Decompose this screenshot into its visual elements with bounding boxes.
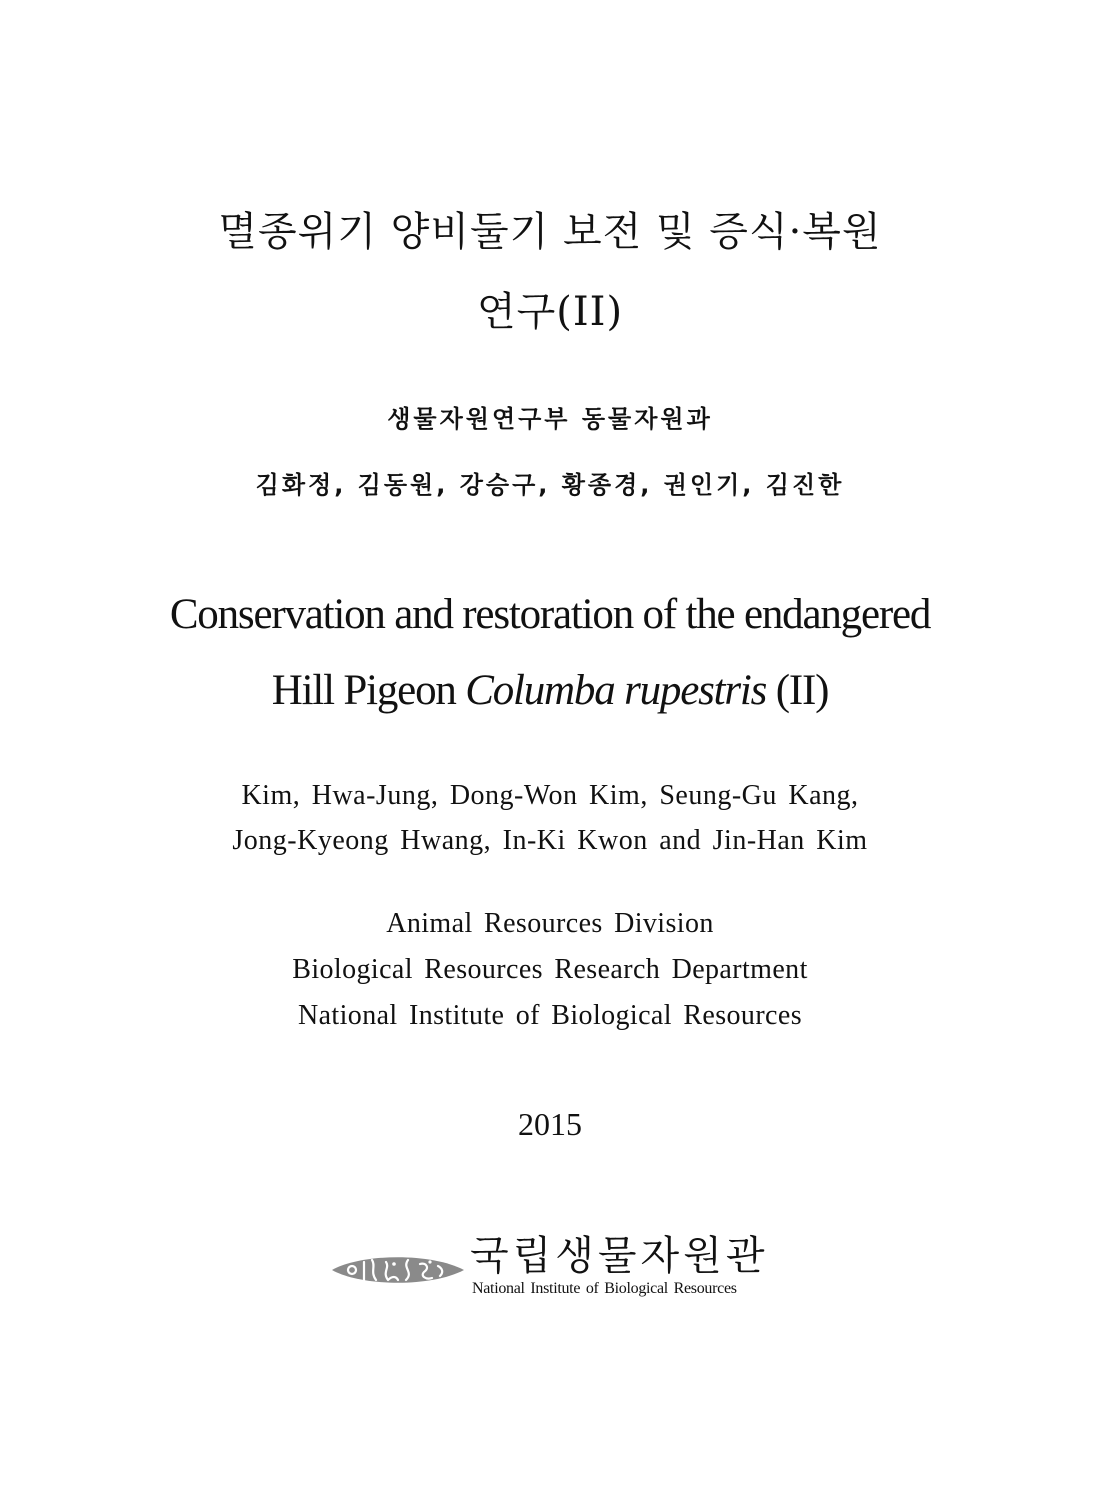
english-title-line-1: Conservation and restoration of the endangered bbox=[169, 591, 931, 638]
korean-authors: 김화정, 김동원, 강승구, 황종경, 권인기, 김진한 bbox=[255, 471, 845, 499]
species-name: Columba rupestris bbox=[465, 667, 767, 714]
institute-english-name: National Institute of Biological Resources bbox=[472, 1280, 737, 1297]
english-title-prefix: Hill Pigeon bbox=[271, 667, 466, 714]
publication-year: 2015 bbox=[518, 1106, 582, 1142]
korean-title-line-2: 연구(II) bbox=[476, 289, 624, 335]
leaf-emblem-icon bbox=[330, 1250, 466, 1290]
institute-logo bbox=[330, 1220, 770, 1310]
affiliation-department: Biological Resources Research Department bbox=[292, 954, 808, 985]
english-authors-line-2: Jong-Kyeong Hwang, In-Ki Kwon and Jin-Han Kim bbox=[232, 825, 868, 856]
english-title-suffix: (II) bbox=[766, 667, 829, 714]
affiliation-institute: National Institute of Biological Resources bbox=[297, 1000, 803, 1031]
english-authors-line-1: Kim, Hwa-Jung, Dong-Won Kim, Seung-Gu Kang, bbox=[241, 780, 859, 811]
affiliation-division: Animal Resources Division bbox=[386, 908, 714, 939]
korean-title-line-1: 멸종위기 양비둘기 보전 및 증식·복원 bbox=[218, 209, 882, 255]
english-title-line-2 bbox=[0, 666, 1100, 715]
institute-korean-name: 국립생물자원관 bbox=[470, 1233, 769, 1279]
korean-department: 생물자원연구부 동물자원과 bbox=[387, 405, 713, 433]
